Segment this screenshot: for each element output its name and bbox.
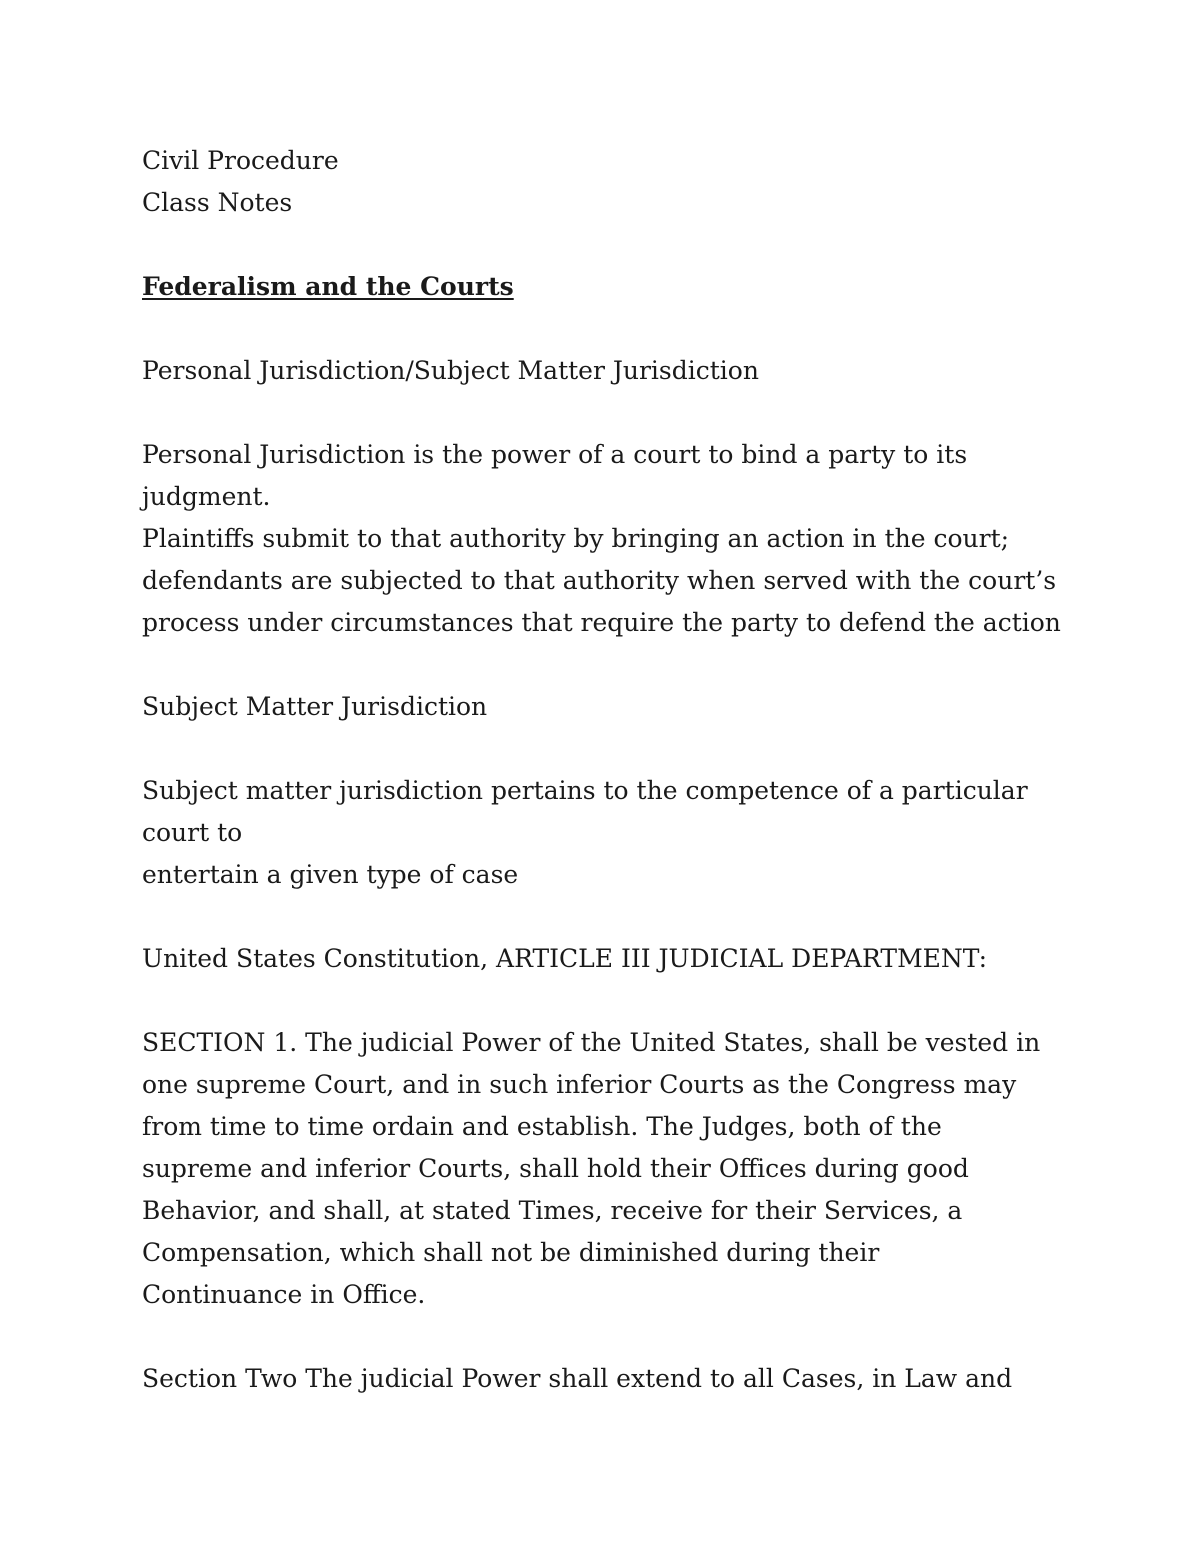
- paragraph-line: Plaintiffs submit to that authority by bringing an action in the court;: [142, 524, 1010, 553]
- section-1-paragraph: [142, 1022, 1042, 1316]
- topic-title: Personal Jurisdiction/Subject Matter Jurisdiction: [142, 356, 759, 385]
- paragraph-line: Section Two The judicial Power shall extend to all Cases, in Law and: [142, 1364, 1013, 1393]
- paragraph-line: Compensation, which shall not be diminished during their: [142, 1238, 880, 1267]
- paragraph-line: Personal Jurisdiction is the power of a court to bind a party to its: [142, 440, 968, 469]
- section-heading: Federalism and the Courts: [142, 272, 514, 301]
- blank-line: [142, 1316, 1042, 1358]
- blank-line: [142, 308, 1042, 350]
- section-2-paragraph: [142, 1358, 1042, 1400]
- paragraph-line: Subject matter jurisdiction pertains to the competence of a particular: [142, 776, 1028, 805]
- paragraph-line: from time to time ordain and establish. The Judges, both of the: [142, 1112, 942, 1141]
- pj-definition-paragraph: [142, 434, 1061, 644]
- paragraph-line: Behavior, and shall, at stated Times, receive for their Services, a: [142, 1196, 963, 1225]
- blank-line: [142, 728, 1042, 770]
- paragraph-line: defendants are subjected to that authority when served with the court’s: [142, 566, 1057, 595]
- document-subtitle: Class Notes: [142, 188, 293, 217]
- paragraph-line: judgment.: [142, 482, 271, 511]
- paragraph-line: one supreme Court, and in such inferior Courts as the Congress may: [142, 1070, 1017, 1099]
- paragraph-line: Continuance in Office.: [142, 1280, 426, 1309]
- smj-title: Subject Matter Jurisdiction: [142, 692, 488, 721]
- paragraph-line: SECTION 1. The judicial Power of the United States, shall be vested in: [142, 1028, 1041, 1057]
- paragraph-line: entertain a given type of case: [142, 860, 519, 889]
- paragraph-line: process under circumstances that require the party to defend the action: [142, 608, 1061, 637]
- paragraph-line: court to: [142, 818, 243, 847]
- blank-line: [142, 224, 1042, 266]
- smj-definition-paragraph: [142, 770, 1042, 896]
- blank-line: [142, 896, 1042, 938]
- constitution-title: United States Constitution, ARTICLE III JUDICIAL DEPARTMENT:: [142, 944, 988, 973]
- course-title: Civil Procedure: [142, 146, 339, 175]
- blank-line: [142, 980, 1042, 1022]
- document-body: [142, 140, 1061, 1400]
- blank-line: [142, 392, 1042, 434]
- blank-line: [142, 644, 1042, 686]
- paragraph-line: supreme and inferior Courts, shall hold their Offices during good: [142, 1154, 969, 1183]
